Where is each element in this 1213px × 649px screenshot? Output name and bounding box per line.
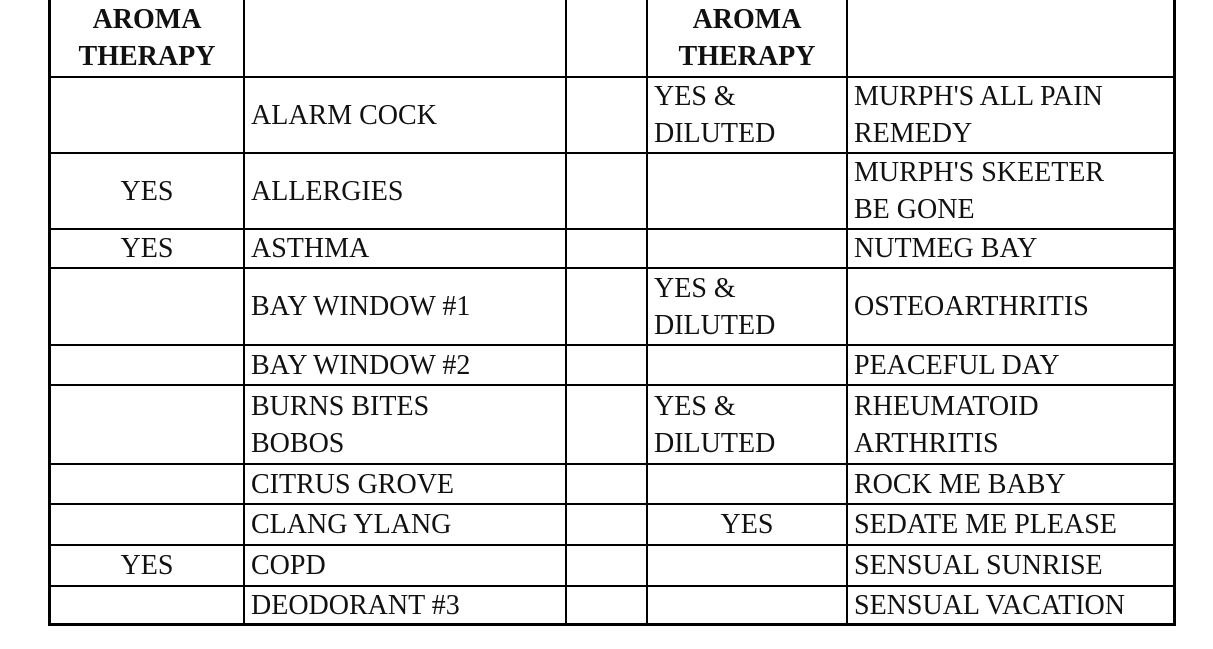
aroma-left-cell: YES [120,233,174,264]
remedy-left-cell: BURNS BITES BOBOS [251,390,430,459]
remedy-left-cell: ASTHMA [251,233,370,264]
remedy-right-cell: SEDATE ME PLEASE [854,509,1117,540]
remedy-right-cell: SENSUAL VACATION [854,589,1125,621]
remedy-right-cell: OSTEOARTHRITIS [854,291,1089,322]
remedy-right-cell: NUTMEG BAY [854,233,1038,264]
aroma-right-cell [648,546,846,585]
column-divider [565,0,567,623]
header-name-left [245,0,565,76]
aroma-left-cell [51,465,243,503]
remedy-right-cell: ROCK ME BABY [854,468,1066,500]
aroma-left-cell [51,505,243,544]
remedy-right-cell: MURPH'S SKEETER BE GONE [854,157,1105,225]
aroma-right-cell [648,587,846,623]
remedy-left-cell: ALARM COCK [251,99,437,131]
aroma-left-cell [51,587,243,623]
header-aroma-therapy-left: AROMA THERAPY [78,4,216,72]
remedy-left-cell: COPD [251,550,326,581]
remedy-left-cell: ALLERGIES [251,175,404,207]
aroma-left-cell: YES [120,175,174,207]
aroma-right-cell: YES & DILUTED [654,81,776,149]
aromatherapy-table [48,0,1176,626]
aroma-right-cell: YES & DILUTED [654,390,776,459]
aroma-left-cell: YES [120,550,174,581]
header-aroma-therapy-right: AROMA THERAPY [678,4,816,72]
aroma-left-cell [51,269,243,344]
aroma-right-cell: YES & DILUTED [654,272,776,341]
remedy-left-cell: CLANG YLANG [251,509,452,540]
remedy-right-cell: SENSUAL SUNRISE [854,550,1103,581]
aroma-right-cell [648,346,846,384]
remedy-left-cell: BAY WINDOW #1 [251,291,471,322]
aroma-right-cell [648,154,846,228]
remedy-right-cell: RHEUMATOID ARTHRITIS [854,390,1039,459]
remedy-right-cell: PEACEFUL DAY [854,349,1060,381]
remedy-left-cell: DEODORANT #3 [251,589,460,621]
aroma-left-cell [51,78,243,152]
remedy-left-cell: BAY WINDOW #2 [251,349,471,381]
aroma-left-cell [51,386,243,463]
remedy-right-cell: MURPH'S ALL PAIN REMEDY [854,81,1103,149]
aroma-right-cell: YES [720,509,774,540]
header-name-right [848,0,1176,76]
aroma-right-cell [648,230,846,267]
aroma-right-cell [648,465,846,503]
aroma-left-cell [51,346,243,384]
remedy-left-cell: CITRUS GROVE [251,468,455,500]
